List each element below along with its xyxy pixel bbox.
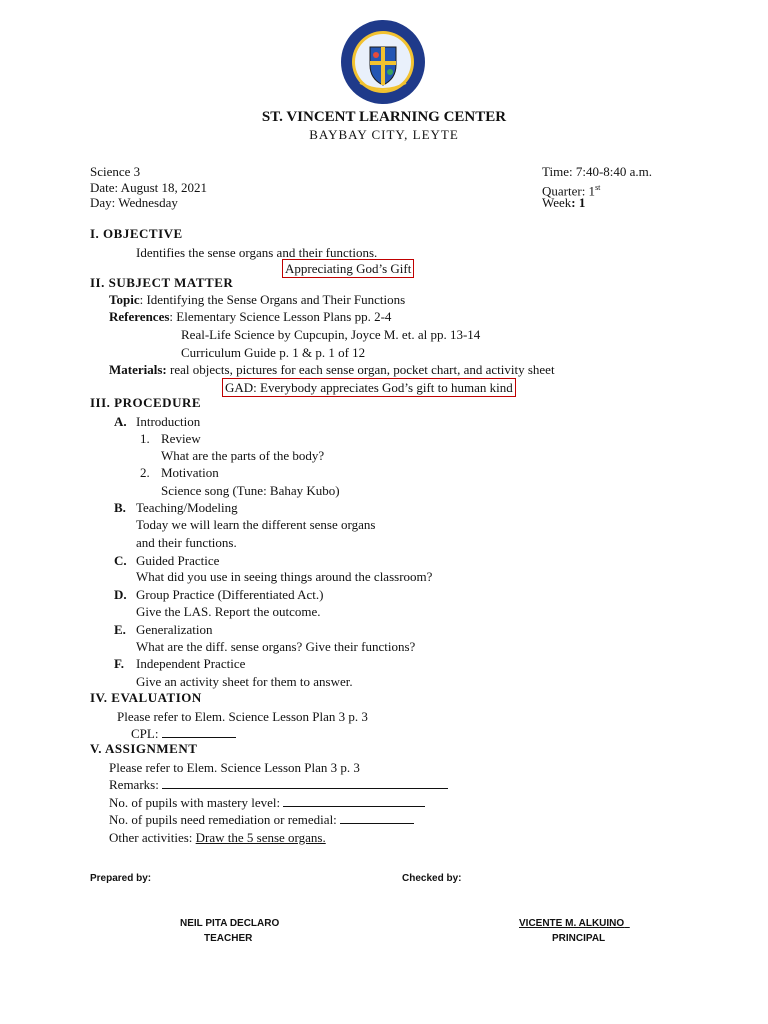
materials-label: Materials: [109, 362, 167, 377]
assignment-text: Please refer to Elem. Science Lesson Plan 3 p. 3 [109, 760, 360, 775]
topic-text: : Identifying the Sense Organs and Their Functions [139, 292, 406, 307]
procedure-e-text: What are the diff. sense organs? Give their functions? [136, 639, 416, 654]
week-label: Week [542, 195, 572, 210]
procedure-d-label: Group Practice (Differentiated Act.) [136, 587, 324, 602]
procedure-letter: E. [114, 622, 126, 637]
teacher-role: TEACHER [204, 933, 253, 944]
procedure-b-text2: and their functions. [136, 535, 237, 550]
principal-role: PRINCIPAL [552, 933, 606, 944]
procedure-a2-text: Science song (Tune: Bahay Kubo) [161, 483, 340, 498]
procedure-c-text: What did you use in seeing things around the classroom? [136, 569, 433, 584]
procedure-a2-label: Motivation [161, 465, 219, 480]
procedure-c-label: Guided Practice [136, 553, 220, 568]
quarter-text: Quarter: 1 [542, 183, 596, 199]
gad-box: GAD: Everybody appreciates God’s gift to human kind [222, 378, 516, 397]
procedure-number: 2. [140, 465, 150, 480]
teacher-name: NEIL PITA DECLARO [180, 918, 280, 929]
date-line: Date: August 18, 2021 [90, 180, 207, 195]
procedure-letter: A. [114, 414, 127, 429]
materials-text: real objects, pictures for each sense organ, pocket chart, and activity sheet [166, 362, 555, 377]
remediation-line [109, 811, 414, 828]
school-seal [340, 19, 426, 105]
procedure-a-label: Introduction [136, 414, 201, 429]
day-line: Day: Wednesday [90, 195, 178, 210]
assignment-heading: V. ASSIGNMENT [90, 741, 198, 756]
school-city: BAYBAY CITY, LEYTE [309, 127, 459, 142]
procedure-heading: III. PROCEDURE [90, 395, 202, 410]
reference-item: : Elementary Science Lesson Plans pp. 2-4 [169, 309, 392, 324]
time-line: Time: 7:40-8:40 a.m. [542, 164, 653, 179]
other-activities-line [109, 829, 326, 846]
subject-matter-heading: II. SUBJECT MATTER [90, 275, 234, 290]
procedure-f-text: Give an activity sheet for them to answer. [136, 674, 353, 689]
mastery-label: No. of pupils with mastery level: [109, 795, 281, 810]
reference-item: Curriculum Guide p. 1 & p. 1 of 12 [181, 345, 366, 360]
materials-line [109, 361, 555, 378]
reference-item: Real-Life Science by Cupcupin, Joyce M. et. al pp. 13-14 [181, 327, 481, 342]
mastery-line [109, 794, 425, 811]
objective-value-box: Appreciating God’s Gift [282, 259, 414, 278]
references-line [109, 308, 391, 325]
week-value: : 1 [571, 195, 586, 210]
objective-text: Identifies the sense organs and their functions. [136, 245, 378, 260]
procedure-letter: D. [114, 587, 127, 602]
cpl-label: CPL: [131, 726, 159, 741]
quarter-sup: st [595, 183, 601, 192]
remarks-line [109, 776, 448, 793]
other-activities-label: Other activities: [109, 830, 193, 845]
references-label: References [109, 309, 170, 324]
mastery-blank [283, 794, 425, 807]
procedure-b-label: Teaching/Modeling [136, 500, 238, 515]
procedure-letter: F. [114, 656, 124, 671]
evaluation-text: Please refer to Elem. Science Lesson Plan 3 p. 3 [117, 709, 368, 724]
procedure-e-label: Generalization [136, 622, 213, 637]
prepared-by-label: Prepared by: [90, 873, 152, 884]
checked-by-label: Checked by: [402, 873, 462, 884]
subject-line: Science 3 [90, 164, 141, 179]
principal-name-underline [624, 918, 630, 929]
topic-line [109, 291, 405, 308]
procedure-f-label: Independent Practice [136, 656, 246, 671]
procedure-d-text: Give the LAS. Report the outcome. [136, 604, 321, 619]
principal-name-text: VICENTE M. ALKUINO [519, 918, 625, 929]
procedure-a1-label: Review [161, 431, 201, 446]
cpl-blank [162, 725, 236, 738]
topic-label: Topic [109, 292, 140, 307]
principal-name [519, 918, 630, 929]
other-activities-value: Draw the 5 sense organs. [195, 830, 326, 845]
remediation-blank [340, 811, 414, 824]
school-name: ST. VINCENT LEARNING CENTER [261, 109, 507, 125]
remarks-blank [162, 776, 448, 789]
cpl-line [131, 725, 236, 742]
objective-heading: I. OBJECTIVE [90, 226, 183, 241]
procedure-a1-text: What are the parts of the body? [161, 448, 325, 463]
procedure-letter: C. [114, 553, 127, 568]
seal-emblem-icon [340, 19, 426, 105]
week-line [542, 194, 585, 211]
remarks-label: Remarks: [109, 777, 159, 792]
procedure-letter: B. [114, 500, 126, 515]
remediation-label: No. of pupils need remediation or remedial: [109, 812, 337, 827]
procedure-b-text1: Today we will learn the different sense organs [136, 517, 376, 532]
evaluation-heading: IV. EVALUATION [90, 690, 202, 705]
procedure-number: 1. [140, 431, 150, 446]
